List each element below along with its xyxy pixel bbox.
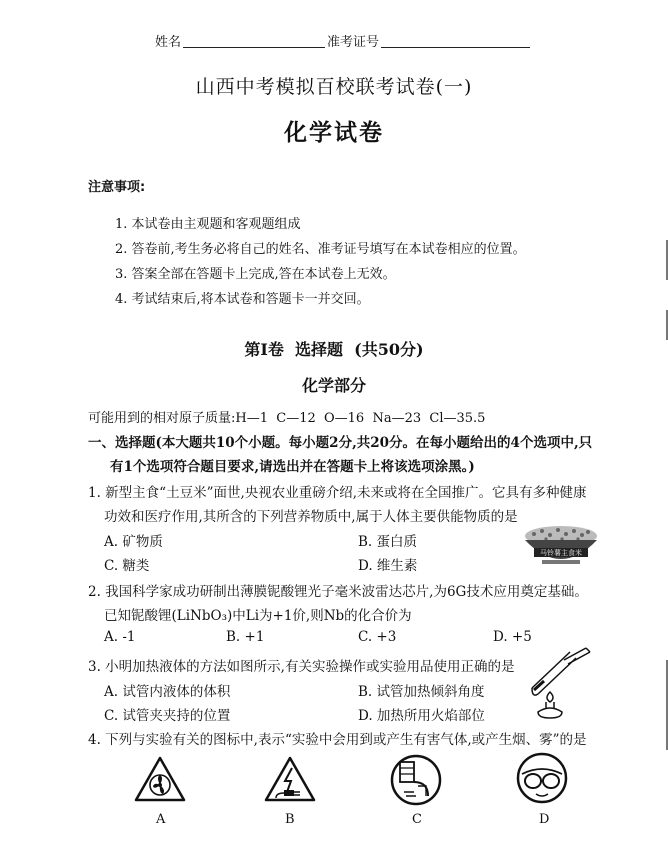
section-subtitle: 化学部分 [301, 376, 366, 395]
question-2-option-b[interactable]: B. +1 [226, 629, 265, 645]
question-3-option-d[interactable]: D. 加热所用火焰部位 [358, 708, 485, 724]
note-item: 2. 答卷前,考生务必将自己的姓名、准考证号填写在本试卷相应的位置。 [115, 242, 526, 257]
question-1-stem-cont: 功效和医疗作用,其所含的下列营养物质中,属于人体主要供能物质的是 [104, 509, 518, 525]
note-item: 3. 答案全部在答题卡上完成,答在本试卷上无效。 [115, 267, 396, 282]
test-tube-heating-diagram [524, 646, 594, 720]
icon-label-d: D [539, 812, 550, 827]
subject-title: 化学试卷 [284, 119, 384, 146]
icon-label-b: B [285, 812, 295, 827]
question-3-stem: 3. 小明加热液体的方法如图所示,有关实验操作或实验用品使用正确的是 [88, 659, 515, 675]
exhaust-hood-icon[interactable] [388, 752, 444, 808]
note-item: 1. 本试卷由主观题和客观题组成 [115, 217, 301, 232]
exam-id-field[interactable] [381, 33, 530, 48]
question-2-stem-cont: 已知铌酸锂(LiNbO₃)中Li为+1价,则Nb的化合价为 [104, 608, 412, 624]
section-intro-cont: 有1个选项符合题目要求,请选出并在答题卡上将该选项涂黑。) [110, 459, 475, 475]
icon-label-c: C [412, 812, 422, 827]
eye-protection-icon[interactable] [514, 750, 570, 806]
section-title: 第Ⅰ卷 选择题 (共50分) [244, 340, 424, 359]
notes-heading: 注意事项: [88, 180, 146, 195]
question-2-option-a[interactable]: A. -1 [104, 629, 136, 645]
question-1-option-b[interactable]: B. 蛋白质 [358, 534, 418, 550]
potato-rice-bowl-image [520, 522, 602, 572]
question-1-option-d[interactable]: D. 维生素 [358, 558, 418, 574]
name-field[interactable] [183, 33, 325, 48]
exam-id-label: 准考证号 [327, 35, 380, 50]
atomic-masses: 可能用到的相对原子质量:H—1 C—12 O—16 Na—23 Cl—35.5 [88, 411, 486, 426]
question-1-option-a[interactable]: A. 矿物质 [104, 534, 163, 550]
question-2-option-d[interactable]: D. +5 [493, 629, 532, 645]
question-2-option-c[interactable]: C. +3 [358, 629, 397, 645]
bowl-caption: 马铃薯主食米 [540, 549, 582, 557]
question-4-stem: 4. 下列与实验有关的图标中,表示“实验中会用到或产生有害气体,或产生烟、雾”的是 [88, 732, 587, 748]
question-3-option-a[interactable]: A. 试管内液体的体积 [104, 684, 231, 700]
question-1-option-c[interactable]: C. 糖类 [104, 558, 150, 574]
question-3-option-b[interactable]: B. 试管加热倾斜角度 [358, 684, 485, 700]
question-3-option-c[interactable]: C. 试管夹夹持的位置 [104, 708, 231, 724]
ventilation-fan-icon[interactable] [132, 752, 188, 808]
question-2-stem: 2. 我国科学家成功研制出薄膜铌酸锂光子毫米波雷达芯片,为6G技术应用奠定基础。 [88, 584, 588, 600]
electric-plug-icon[interactable] [262, 752, 318, 808]
question-1-stem: 1. 新型主食“土豆米”面世,央视农业重磅介绍,未来或将在全国推广。它具有多种健康 [88, 485, 587, 501]
section-intro: 一、选择题(本大题共10个小题。每小题2分,共20分。在每小题给出的4个选项中,只 [88, 435, 593, 451]
icon-label-a: A [156, 812, 166, 827]
exam-title: 山西中考模拟百校联考试卷(一) [195, 76, 473, 98]
note-item: 4. 考试结束后,将本试卷和答题卡一并交回。 [115, 292, 370, 307]
name-label: 姓名 [155, 35, 182, 50]
